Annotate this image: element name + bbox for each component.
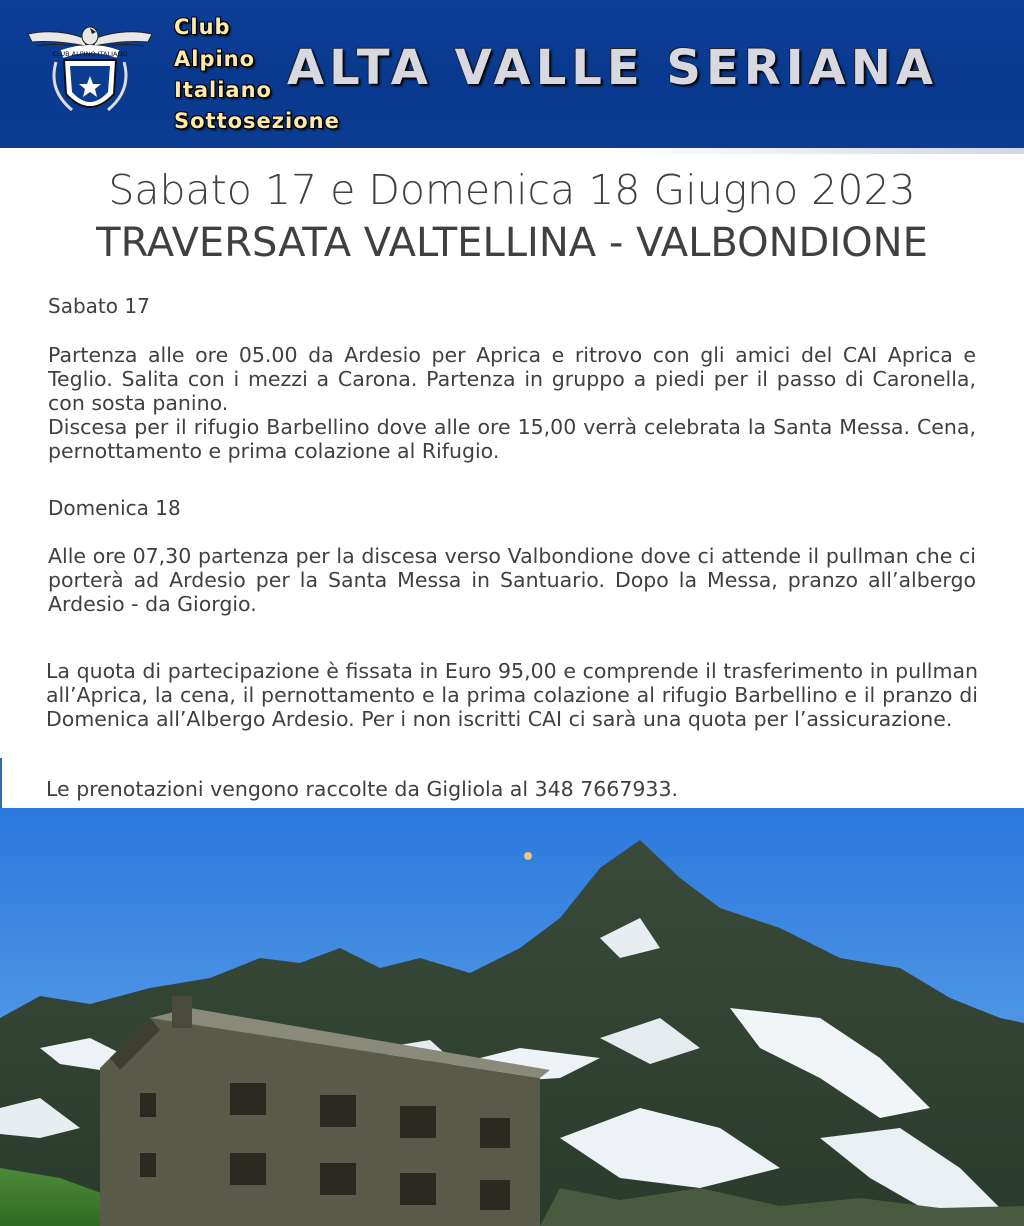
club-line-4: Sottosezione (174, 109, 340, 133)
saturday-paragraph-2: Discesa per il rifugio Barbellino dove alle ore 15,00 verrà celebrata la Santa Messa. Cena, pernottamento e prima colazione al Rifugio. (48, 415, 976, 463)
saturday-text (48, 343, 976, 463)
club-line-2: Alpino (174, 47, 256, 71)
left-accent-line (0, 758, 2, 808)
sunday-heading: Domenica 18 (48, 496, 181, 520)
saturday-heading: Sabato 17 (48, 294, 150, 318)
event-date: Sabato 17 e Domenica 18 Giugno 2023 (108, 166, 916, 214)
club-line-1: Club (174, 15, 231, 39)
saturday-paragraph-1: Partenza alle ore 05.00 da Ardesio per Aprica e ritrovo con gli amici del CAI Aprica e Teglio. Salita con i mezzi a Carona. Partenza in gruppo a piedi per il passo di Caronella, con sosta panino. (48, 343, 976, 415)
sunday-paragraph: Alle ore 07,30 partenza per la discesa verso Valbondione dove ci attende il pullman che ci porterà ad Ardesio per la Santa Messa in Santuario. Dopo la Messa, pranzo all’albergo Ardesio - da Giorgio. (48, 544, 976, 616)
mountain-refuge-photo (0, 808, 1024, 1226)
club-line-3: Italiano (174, 78, 272, 102)
booking-text: Le prenotazioni vengono raccolte da Gigliola al 348 7667933. (46, 777, 679, 801)
header-banner (0, 0, 1024, 148)
svg-text:CLUB ALPINO ITALIANO: CLUB ALPINO ITALIANO (52, 50, 128, 58)
fee-paragraph: La quota di partecipazione è fissata in Euro 95,00 e comprende il trasferimento in pullman all’Aprica, la cena, il pernottamento e la prima colazione al rifugio Barbellino e il pranzo di Domenica all’Albergo Ardesio. Per i non iscritti CAI ci sarà una quota per l’assicurazione. (46, 659, 978, 731)
cai-eagle-logo (26, 20, 154, 124)
section-title: ALTA VALLE SERIANA (287, 40, 939, 96)
event-title: TRAVERSATA VALTELLINA - VALBONDIONE (96, 220, 928, 266)
header-divider (0, 148, 1024, 154)
